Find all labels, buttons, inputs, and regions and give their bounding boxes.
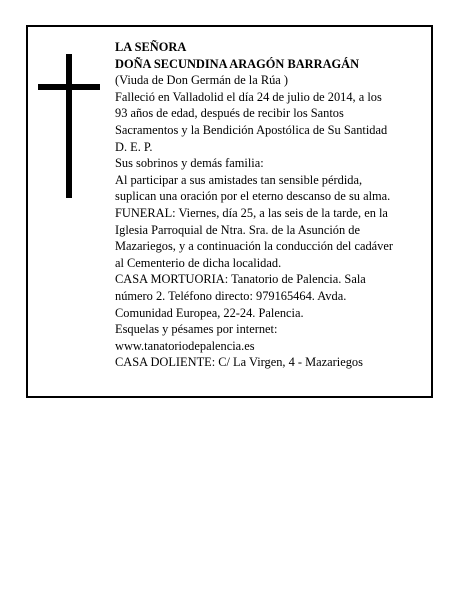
- cross-vertical-bar: [66, 54, 72, 198]
- cross-icon: [38, 54, 100, 198]
- funeral-line-3: Mazariegos, y a continuación la conducción del cadáver: [115, 239, 393, 254]
- deceased-name: DOÑA SECUNDINA ARAGÓN BARRAGÁN: [115, 56, 360, 71]
- mortuary-line-3: Comunidad Europea, 22-24. Palencia.: [115, 305, 304, 320]
- cross-horizontal-bar: [38, 84, 100, 90]
- rip-line: D. E. P.: [115, 139, 153, 154]
- funeral-line-1: FUNERAL: Viernes, día 25, a las seis de la tarde, en la: [115, 205, 388, 220]
- mortuary-line-1: CASA MORTUORIA: Tanatorio de Palencia. Sala: [115, 272, 366, 287]
- internet-condolences-line: Esquelas y pésames por internet:: [115, 322, 278, 337]
- website-url: www.tanatoriodepalencia.es: [115, 338, 255, 353]
- notice-text: [115, 39, 423, 371]
- funeral-line-4: al Cementerio de dicha localidad.: [115, 255, 282, 270]
- mortuary-line-2: número 2. Teléfono directo: 979165464. Avda.: [115, 288, 347, 303]
- death-info-line-3: Sacramentos y la Bendición Apostólica de Su Santidad: [115, 122, 388, 137]
- notice-heading: LA SEÑORA: [115, 40, 187, 54]
- funeral-line-2: Iglesia Parroquial de Ntra. Sra. de la Asunción de: [115, 222, 360, 237]
- family-line: Sus sobrinos y demás familia:: [115, 156, 264, 171]
- death-info-line-2: 93 años de edad, después de recibir los Santos: [115, 106, 344, 121]
- mourning-house-line: CASA DOLIENTE: C/ La Virgen, 4 - Mazariegos: [115, 355, 363, 370]
- death-info-line-1: Falleció en Valladolid el día 24 de julio de 2014, a los: [115, 89, 382, 104]
- prayer-line-2: suplican una oración por el eterno descanso de su alma.: [115, 189, 391, 204]
- widow-line: (Viuda de Don Germán de la Rúa ): [115, 73, 289, 88]
- prayer-line-1: Al participar a sus amistades tan sensible pérdida,: [115, 172, 363, 187]
